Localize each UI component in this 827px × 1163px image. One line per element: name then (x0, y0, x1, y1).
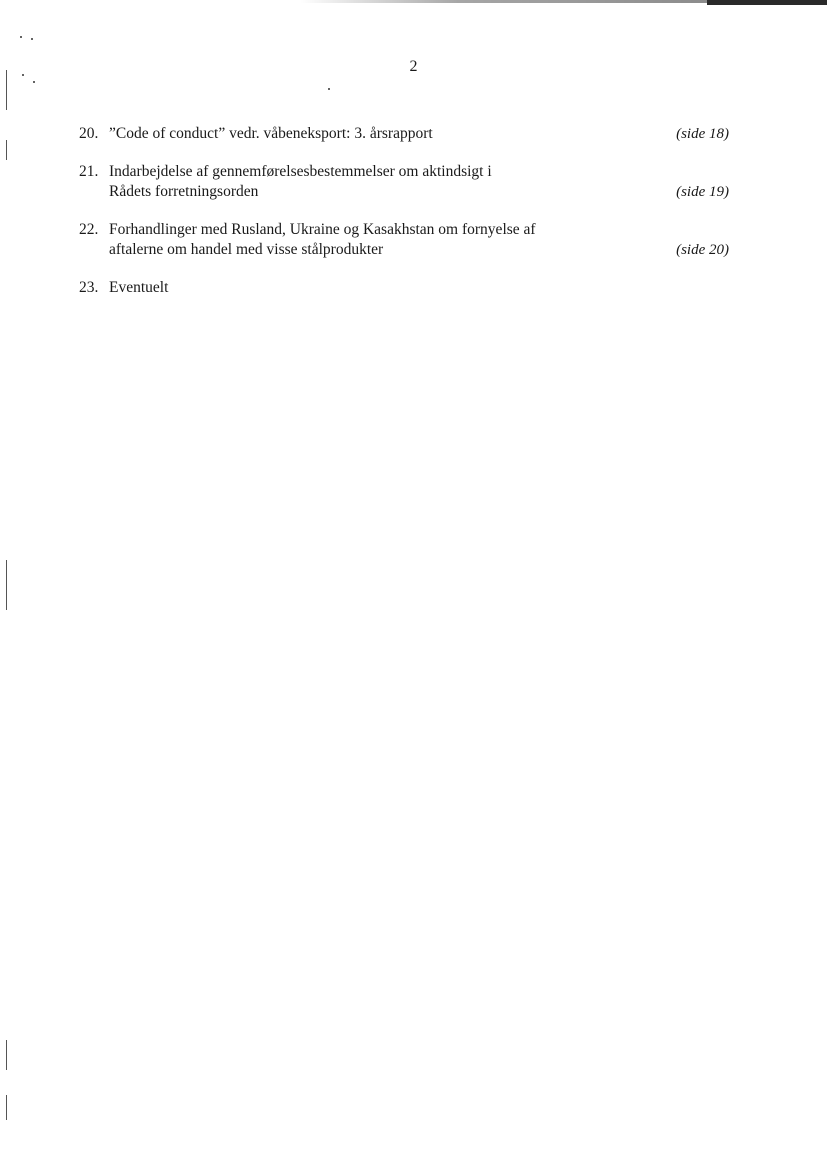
agenda-item (79, 124, 729, 144)
agenda-item-number: 23. (79, 279, 99, 296)
scan-edge-left (6, 560, 7, 610)
agenda-item-text (109, 162, 664, 202)
agenda-item-line: Forhandlinger med Rusland, Ukraine og Kasakhstan om fornyelse af (109, 221, 536, 238)
agenda-item-text (109, 220, 664, 260)
agenda-item (79, 220, 729, 260)
agenda-item (79, 278, 729, 298)
agenda-item-line: aftalerne om handel med visse stålprodukter (109, 241, 384, 258)
agenda-item-number: 21. (79, 163, 99, 180)
agenda-item-line: Rådets forretningsorden (109, 183, 259, 200)
scan-edge-left (6, 70, 7, 110)
scan-edge-left (6, 140, 7, 160)
agenda-list (79, 124, 729, 316)
agenda-item-line: Eventuelt (109, 279, 169, 296)
scan-edge-left (6, 1095, 7, 1120)
scan-speck (20, 36, 22, 38)
agenda-item-page-ref: (side 19) (676, 184, 729, 200)
page-number: 2 (409, 58, 418, 75)
scan-speck (31, 38, 33, 40)
agenda-item (79, 162, 729, 202)
agenda-item-number: 22. (79, 221, 99, 238)
agenda-item-text (109, 124, 664, 144)
agenda-item-line: Indarbejdelse af gennemførelsesbestemmelser om aktindsigt i (109, 163, 492, 180)
scan-speck (328, 88, 330, 90)
scan-edge-left (6, 1040, 7, 1070)
scan-speck (33, 81, 35, 83)
scan-edge-top-right (707, 0, 827, 5)
agenda-item-number: 20. (79, 125, 99, 142)
agenda-item-page-ref: (side 18) (676, 126, 729, 142)
agenda-item-line: ”Code of conduct” vedr. våbeneksport: 3. årsrapport (109, 125, 433, 142)
agenda-item-page-ref: (side 20) (676, 242, 729, 258)
agenda-item-text (109, 278, 717, 298)
